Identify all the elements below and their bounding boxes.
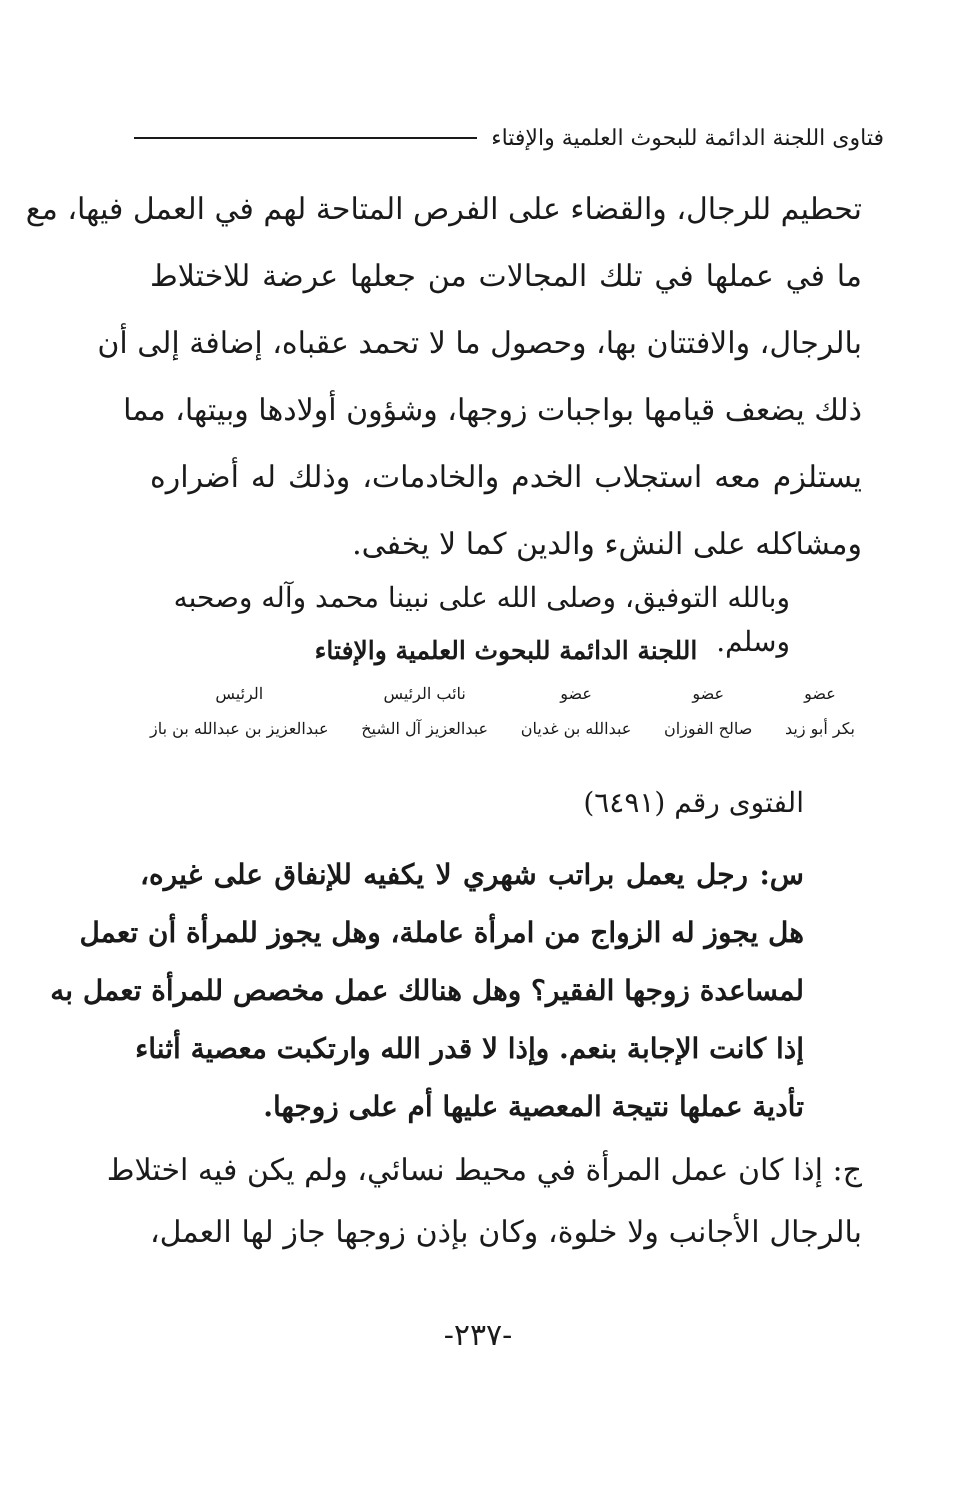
member-name: بكر أبو زيد: [784, 719, 855, 738]
text-line: ومشاكله على النشء والدين كما لا يخفى.: [352, 527, 862, 562]
member-name: عبدالله بن غديان: [520, 719, 632, 738]
member-role: نائب الرئيس: [383, 684, 466, 703]
header-rule: [134, 137, 477, 139]
committee-members: [150, 684, 855, 738]
running-header: [134, 118, 884, 158]
member: [150, 684, 329, 738]
question-line: هل يجوز له الزواج من امرأة عاملة، وهل يجوز للمرأة أن تعمل: [79, 916, 804, 949]
member-name: عبدالعزيز بن عبدالله بن باز: [150, 719, 329, 738]
text-line: يستلزم معه استجلاب الخدم والخادمات، وذلك له أضراره: [150, 460, 862, 495]
member-name: عبدالعزيز آل الشيخ: [361, 719, 489, 738]
text-line: ما في عملها في تلك المجالات من جعلها عرضة للاختلاط: [150, 259, 862, 294]
member: [785, 684, 855, 738]
member-name: صالح الفوزان: [663, 719, 753, 738]
member-role: عضو: [804, 684, 836, 703]
question-block: [50, 846, 804, 1136]
question-line: س: رجل يعمل براتب شهري لا يكفيه للإنفاق على غيره،: [140, 858, 804, 891]
member-role: عضو: [692, 684, 725, 703]
header-title: فتاوى اللجنة الدائمة للبحوث العلمية والإفتاء: [491, 125, 884, 151]
committee-name: اللجنة الدائمة للبحوث العلمية والإفتاء: [314, 636, 698, 665]
question-line: تأدية عملها نتيجة المعصية عليها أم على زوجها.: [263, 1090, 804, 1123]
answer-block: [106, 1140, 863, 1264]
member: [521, 684, 632, 738]
text-line: ذلك يضعف قيامها بواجبات زوجها، وشؤون أولادها وبيتها، مما: [123, 393, 862, 428]
closing-prayer: وبالله التوفيق، وصلى الله على نبينا محمد وآله وصحبه وسلم.: [173, 581, 790, 658]
question-line: لمساعدة زوجها الفقير؟ وهل هنالك عمل مخصص للمرأة تعمل به: [50, 974, 804, 1007]
member-role: الرئيس: [215, 684, 264, 703]
question-line: إذا كانت الإجابة بنعم. وإذا لا قدر الله وارتكبت معصية أثناء: [135, 1032, 804, 1065]
text-line: تحطيم للرجال، والقضاء على الفرص المتاحة لهم في العمل فيها، مع: [25, 192, 862, 227]
fatwa-number: الفتوى رقم (٦٤٩١): [583, 786, 804, 819]
member-role: عضو: [560, 684, 592, 703]
member: [361, 684, 488, 738]
answer-line: ج: إذا كان عمل المرأة في محيط نسائي، ولم يكن فيه اختلاط: [106, 1153, 862, 1188]
paragraph-continuation: [25, 176, 862, 578]
text-line: بالرجال، والافتتان بها، وحصول ما لا تحمد عقباه، إضافة إلى أن: [97, 326, 862, 361]
member: [664, 684, 752, 738]
page-number: -٢٣٧-: [443, 1318, 513, 1353]
answer-line: بالرجال الأجانب ولا خلوة، وكان بإذن زوجها جاز لها العمل،: [150, 1215, 863, 1250]
